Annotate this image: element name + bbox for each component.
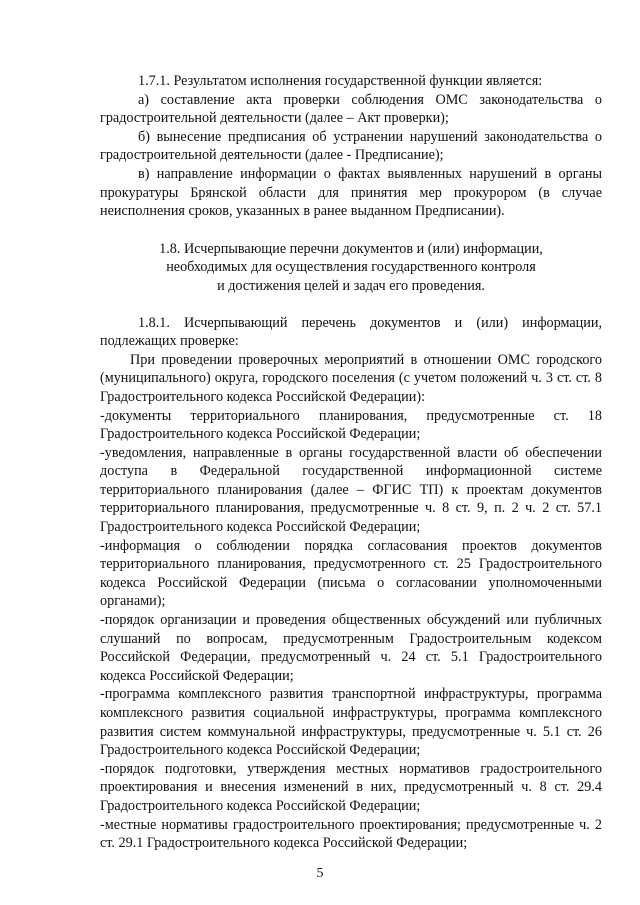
document-list-item: -порядок организации и проведения общественных обсуждений или публичных слушаний по вопросам, предусмотренным Градостроительным кодексом Российской Федерации, предусмотренный ч. 24 ст. 5.1 Градостроительного кодекса Российской Федерации; xyxy=(100,612,602,684)
document-list-item: -программа комплексного развития транспортной инфраструктуры, программа комплексного развития социальной инфраструктуры, программа комплексного развития систем коммунальной инфраструктуры, предусмотренные ч. 5.1 ст. 26 Градостроительного кодекса Российской Федерации; xyxy=(100,686,602,759)
heading-line-1: 1.8. Исчерпывающие перечни документов и (или) информации, xyxy=(159,240,543,257)
document-list-item: -уведомления, направленные в органы государственной власти об обеспечении доступа в Федеральной государственной информационной системе территориального планирования (далее – ФГИС ТП) к проектам документов территориального планирования, предусмотренные ч. 8 ст. 9, п. 2 ч. 2 ст. 57.1 Градостроительного кодекса Российской Федерации; xyxy=(100,444,602,536)
section-1-7-1-intro: 1.7.1. Результатом исполнения государственной функции является: xyxy=(138,73,543,89)
heading-line-3: и достижения целей и задач его проведения. xyxy=(217,277,485,294)
section-1-8-heading xyxy=(100,240,602,296)
page-number: 5 xyxy=(316,866,324,881)
list-item-b: б) вынесение предписания об устранении нарушений законодательства о градостроительной деятельности (далее - Предписание); xyxy=(100,128,602,164)
document-list-item: -порядок подготовки, утверждения местных нормативов градостроительного проектирования и внесения изменений в них, предусмотренный ч. 8 ст. 29.4 Градостроительного кодекса Российской Федерации; xyxy=(100,760,602,814)
document-list-item: -документы территориального планирования, предусмотренные ст. 18 Градостроительного кодекса Российской Федерации; xyxy=(100,407,602,443)
list-item-c: в) направление информации о фактах выявленных нарушений в органы прокуратуры Брянской области для принятия мер прокурором (в случае неисполнения сроков, указанных в ранее выданном Предписании). xyxy=(100,165,602,220)
document-page xyxy=(100,72,602,853)
document-list-item: -информация о соблюдении порядка согласования проектов документов территориального планирования, предусмотренного ст. 25 Градостроительного кодекса Российской Федерации (письма о согласовании уполномоченными органами); xyxy=(100,537,602,610)
document-list-item: -местные нормативы градостроительного проектирования; предусмотренные ч. 2 ст. 29.1 Градостроительного кодекса Российской Федерации; xyxy=(100,816,602,852)
section-1-8-1-lead: При проведении проверочных мероприятий в отношении ОМС городского (муниципального) округа, городского поселения (с учетом положений ч. 3 ст. ст. 8 Градостроительного кодекса Российской Федерации): xyxy=(100,351,602,405)
heading-line-2: необходимых для осуществления государственного контроля xyxy=(166,259,536,276)
section-1-8-1-intro: 1.8.1. Исчерпывающий перечень документов и (или) информации, подлежащих проверке: xyxy=(100,314,602,350)
list-item-a: а) составление акта проверки соблюдения ОМС законодательства о градостроительной деятельности (далее – Акт проверки); xyxy=(100,91,602,127)
